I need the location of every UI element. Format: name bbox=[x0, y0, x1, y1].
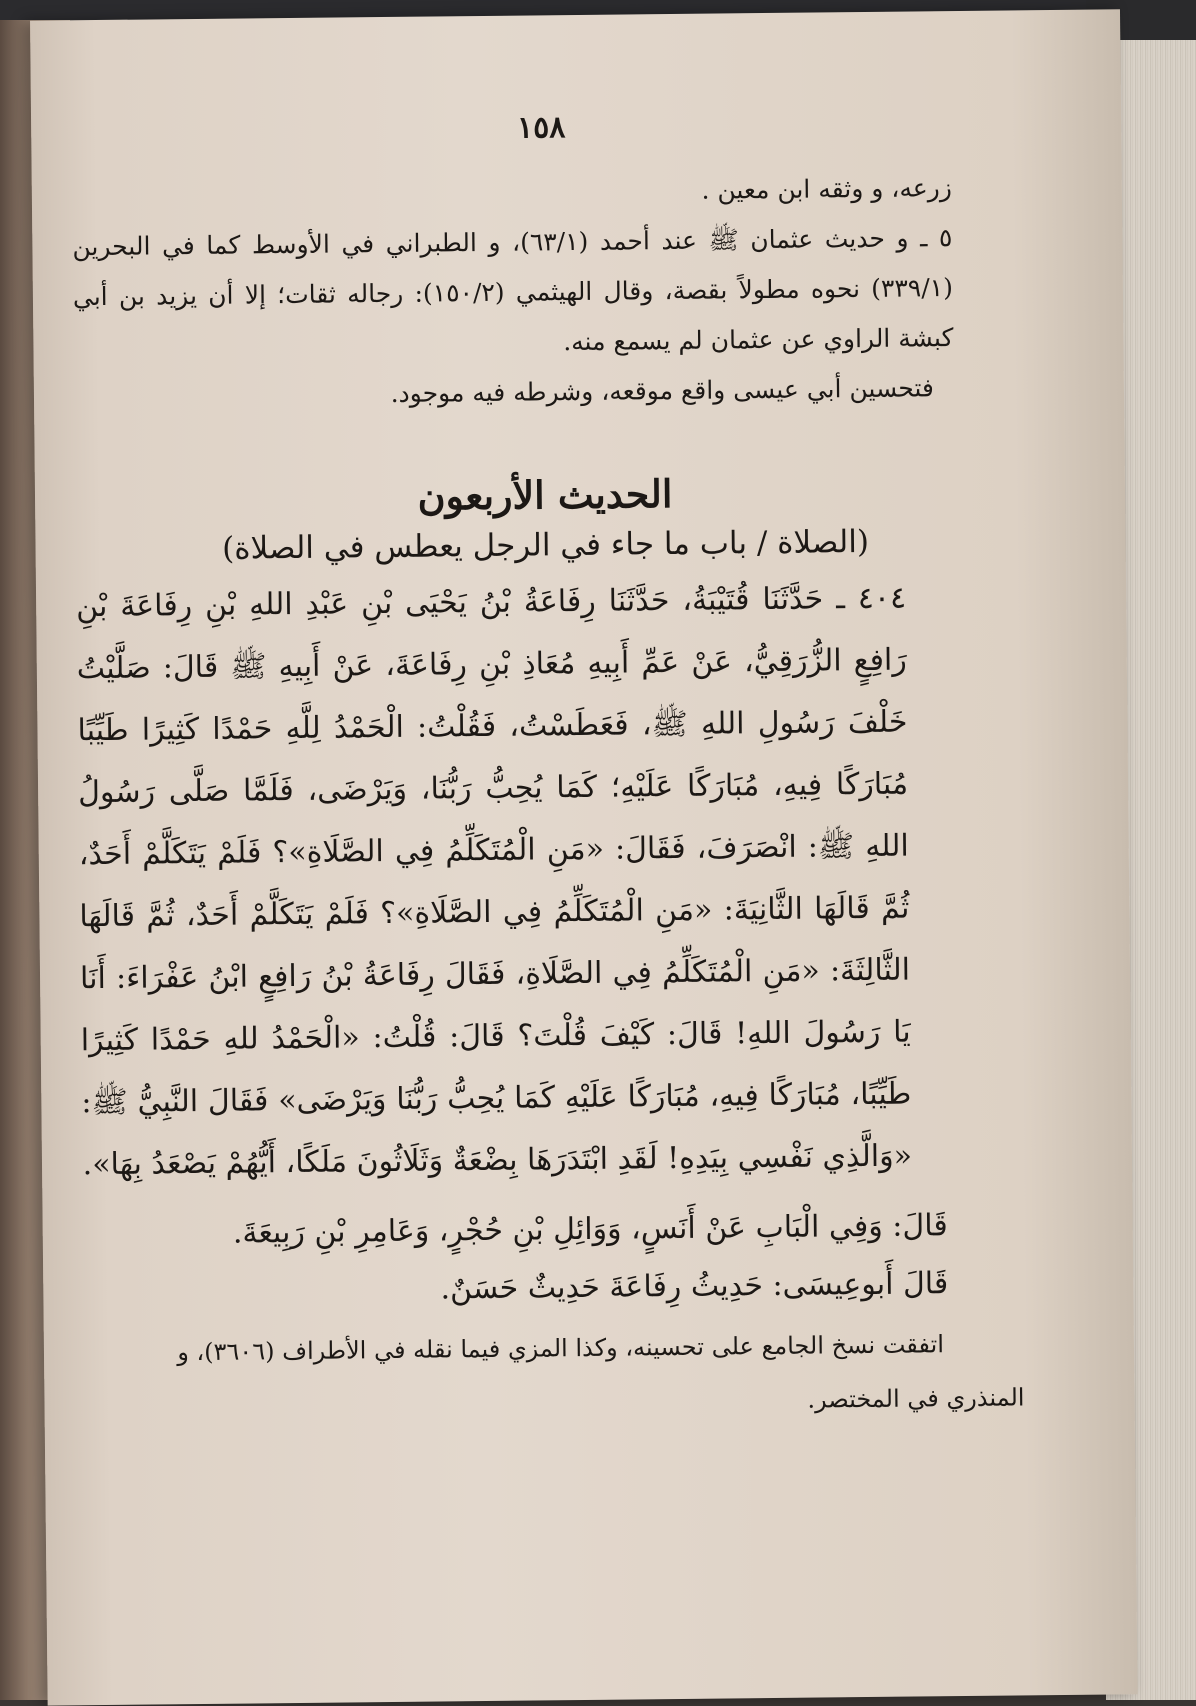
page-number: ١٥٨ bbox=[516, 110, 566, 146]
grading-note: قَالَ أَبوعِيسَى: حَدِيثُ رِفَاعَةَ حَدِيثٌ حَسَنٌ. bbox=[440, 1266, 949, 1307]
commentary-line: اتفقت نسخ الجامع على تحسينه، وكذا المزي فيما نقله في الأطراف (٣٦٠٦)، و bbox=[177, 1330, 945, 1367]
book-page bbox=[30, 9, 1138, 1705]
hadith-text: ٤٠٤ ـ حَدَّثَنَا قُتَيْبَةُ، حَدَّثَنَا رِفَاعَةُ بْنُ يَحْيَى بْنِ عَبْدِ اللهِ بْنِ رِفَاعَةَ بْنِ رَافِعٍ الزُّرَقِيُّ، عَنْ عَمِّ أَبِيهِ مُعَاذِ بْنِ رِفَاعَةَ، عَنْ أَبِيهِ ﷺ قَالَ: صَلَّيْتُ خَلْفَ رَسُولِ اللهِ ﷺ، فَعَطَسْتُ، فَقُلْتُ: الْحَمْدُ لِلَّهِ حَمْدًا كَثِيرًا طَيِّبًا مُبَارَكًا فِيهِ، مُبَارَكًا عَلَيْهِ؛ كَمَا يُحِبُّ رَبُّنَا، وَيَرْضَى، فَلَمَّا صَلَّى رَسُولُ اللهِ ﷺ: انْصَرَفَ، فَقَالَ: «مَنِ الْمُتَكَلِّمُ فِي الصَّلَاةِ»؟ فَلَمْ يَتَكَلَّمْ أَحَدٌ، ثُمَّ قَالَهَا الثَّانِيَةَ: «مَنِ الْمُتَكَلِّمُ فِي الصَّلَاةِ»؟ فَلَمْ يَتَكَلَّمْ أَحَدٌ، ثُمَّ قَالَهَا الثَّالِثَةَ: «مَنِ الْمُتَكَلِّمُ فِي الصَّلَاةِ، فَقَالَ رِفَاعَةُ بْنُ رَافِعٍ ابْنُ عَفْرَاءَ: أَنَا يَا رَسُولَ اللهِ! قَالَ: كَيْفَ قُلْتَ؟ قَالَ: قُلْتُ: «الْحَمْدُ للهِ حَمْدًا كَثِيرًا طَيِّبًا، مُبَارَكًا فِيهِ، مُبَارَكًا عَلَيْهِ كَمَا يُحِبُّ رَبُّنَا وَيَرْضَى» فَقَالَ النَّبِيُّ ﷺ: «وَالَّذِي نَفْسِي بِيَدِهِ! لَقَدِ ابْتَدَرَهَا بِضْعَةٌ وَثَلَاثُونَ مَلَكًا، أَيُّهُمْ يَصْعَدُ بِهَا». bbox=[75, 580, 913, 1183]
footnote-paragraph: ٥ ـ و حديث عثمان ﷺ عند أحمد (٦٣/١)، و الطبراني في الأوسط كما في البحرين (٣٣٩/١) نحوه مطولاً بقصة، وقال الهيثمي (١٥٠/٢): رجاله ثقات؛ إلا أن يزيد بن أبي كبشة الراوي عن عثمان لم يسمع منه. bbox=[72, 223, 954, 357]
footnote-line: زرعه، و وثقه ابن معين . bbox=[701, 173, 952, 205]
chapter-title: الحديث الأربعون bbox=[417, 471, 673, 519]
commentary-line: المنذري في المختصر. bbox=[807, 1383, 1025, 1414]
footnote-conclusion: فتحسين أبي عيسى واقع موقعه، وشرطه فيه موجود. bbox=[390, 373, 935, 408]
chapter-subtitle: (الصلاة / باب ما جاء في الرجل يعطس في الصلاة) bbox=[221, 523, 870, 567]
page-content bbox=[71, 105, 1025, 1430]
chapter-note: قَالَ: وَفِي الْبَابِ عَنْ أَنَسٍ، وَوَائِلِ بْنِ حُجْرٍ، وَعَامِرِ بْنِ رَبِيعَةَ. bbox=[232, 1208, 948, 1251]
